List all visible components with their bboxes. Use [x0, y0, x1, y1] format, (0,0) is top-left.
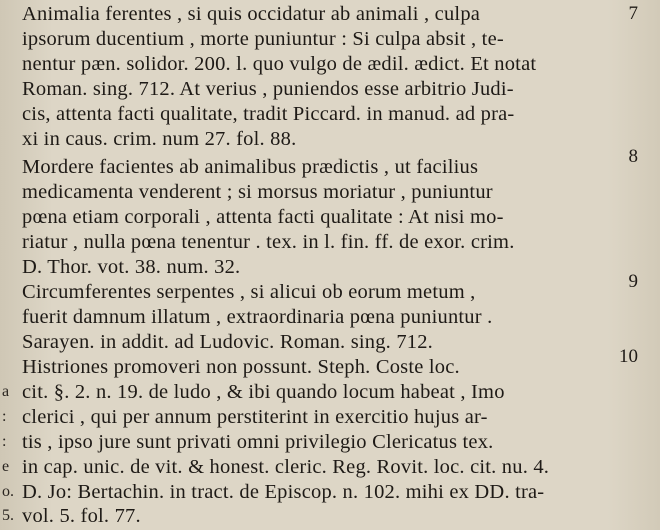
margin-number-8: 8: [628, 146, 638, 167]
text-line-10: riatur , nulla pœna tenentur . tex. in l. fin. ff. de exor. crim.: [22, 231, 515, 253]
margin-number-9: 9: [628, 271, 638, 292]
text-line-15: Histriones promoveri non possunt. Steph. Coste loc.: [22, 356, 460, 378]
text-line-2: ipsorum ducentium , morte puniuntur : Si culpa absit , te-: [22, 28, 504, 50]
text-line-3: nentur pæn. solidor. 200. l. quo vulgo de ædil. ædict. Et notat: [22, 53, 537, 75]
text-line-21: vol. 5. fol. 77.: [22, 505, 141, 527]
text-line-18: tis , ipso jure sunt privati omni privilegio Clericatus tex.: [22, 431, 494, 453]
text-line-8: medicamenta venderent ; si morsus moriatur , puniuntur: [22, 181, 493, 203]
text-line-6: xi in caus. crim. num 27. fol. 88.: [22, 128, 297, 150]
text-line-7: Mordere facientes ab animalibus prædictis , ut facilius: [22, 156, 479, 178]
text-line-11: D. Thor. vot. 38. num. 32.: [22, 256, 241, 278]
left-margin-fragment: :: [2, 408, 7, 425]
text-line-17: clerici , qui per annum perstiterint in exercitio hujus ar-: [22, 406, 488, 428]
text-line-1: Animalia ferentes , si quis occidatur ab animali , culpa: [22, 3, 481, 25]
left-margin-fragment: e: [2, 458, 10, 475]
left-margin-fragment: o.: [2, 483, 14, 500]
margin-number-10: 10: [619, 346, 638, 367]
text-line-5: cis, attenta facti qualitate, tradit Piccard. in manud. ad pra-: [22, 103, 515, 125]
text-line-19: in cap. unic. de vit. & honest. cleric. Reg. Rovit. loc. cit. nu. 4.: [22, 456, 550, 478]
left-margin-fragment: a: [2, 383, 10, 400]
text-line-9: pœna etiam corporali , attenta facti qualitate : At nisi mo-: [22, 206, 504, 228]
text-line-12: Circumferentes serpentes , si alicui ob eorum metum ,: [22, 281, 476, 303]
text-line-16: cit. §. 2. n. 19. de ludo , & ibi quando locum habeat , Imo: [22, 381, 505, 403]
left-margin-fragment: 5.: [2, 507, 14, 524]
left-margin-fragment: :: [2, 433, 7, 450]
text-line-20: D. Jo: Bertachin. in tract. de Episcop. n. 102. mihi ex DD. tra-: [22, 481, 545, 503]
text-line-4: Roman. sing. 712. At verius , puniendos esse arbitrio Judi-: [22, 78, 514, 100]
text-line-13: fuerit damnum illatum , extraordinaria pœna puniuntur .: [22, 306, 493, 328]
margin-number-7: 7: [628, 3, 638, 24]
text-line-14: Sarayen. in addit. ad Ludovic. Roman. sing. 712.: [22, 331, 433, 353]
